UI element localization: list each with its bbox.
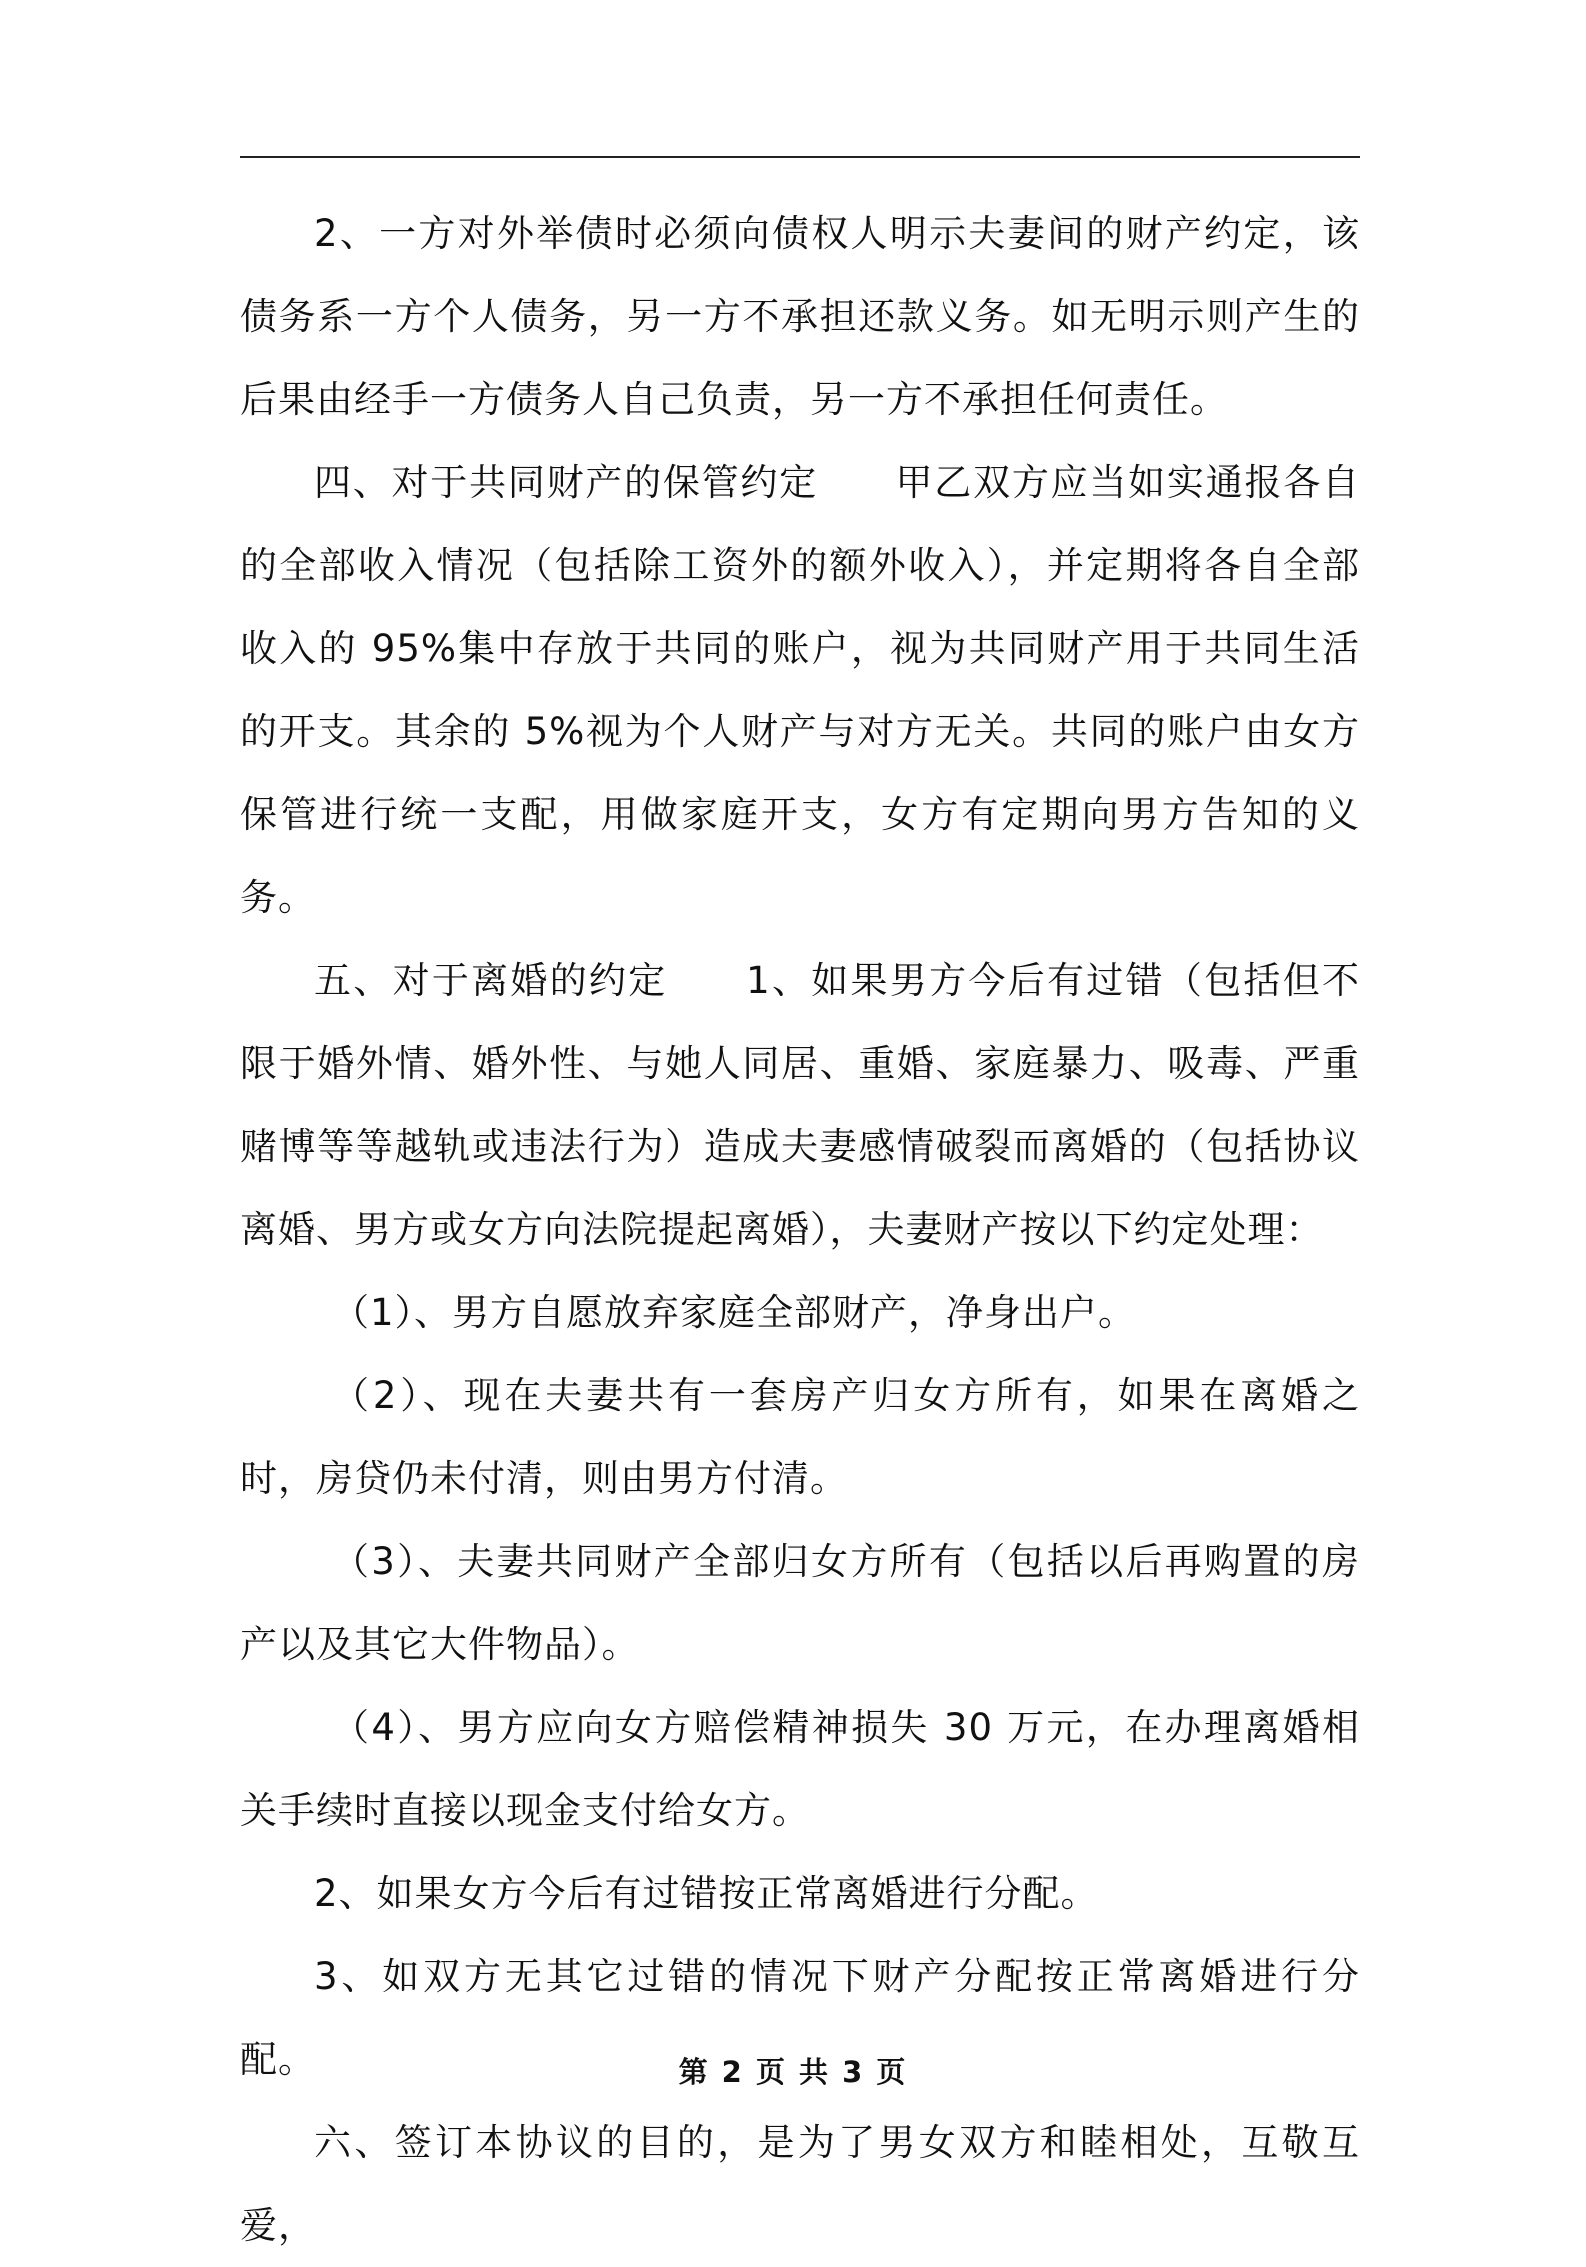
- paragraph-debt-disclosure: 2、一方对外举债时必须向债权人明示夫妻间的财产约定，该债务系一方个人债务，另一方不承担还款义务。如无明示则产生的后果由经手一方债务人自己负责，另一方不承担任何责任。: [240, 212, 1360, 421]
- paragraph-divorce-agreement: 五、对于离婚的约定 1、如果男方今后有过错（包括但不限于婚外情、婚外性、与她人同居、重婚、家庭暴力、吸毒、严重赌博等等越轨或违法行为）造成夫妻感情破裂而离婚的（包括协议离婚、男方或女方向法院提起离婚），夫妻财产按以下约定处理：: [240, 959, 1360, 1251]
- paragraph-no-fault: 3、如双方无其它过错的情况下财产分配按正常离婚进行分配。: [240, 1955, 1360, 2081]
- paragraph-female-fault: 2、如果女方今后有过错按正常离婚进行分配。: [314, 1872, 1099, 1915]
- page-number: 第 2 页 共 3 页: [678, 2055, 908, 2089]
- paragraph-joint-property-custody: 四、对于共同财产的保管约定 甲乙双方应当如实通报各自的全部收入情况（包括除工资外的额外收入），并定期将各自全部收入的 95%集中存放于共同的账户，视为共同财产用于共同生活的开支。其余的 5%视为个人财产与对方无关。共同的账户由女方保管进行统一支配，用做家庭开支，女方有定期向男方告知的义务。: [240, 461, 1360, 919]
- document-body: [240, 192, 1360, 2267]
- paragraph-purpose: 六、签订本协议的目的，是为了男女双方和睦相处，互敬互爱，: [240, 2121, 1360, 2247]
- header-rule: [240, 156, 1360, 158]
- paragraph-clause-2: （2）、现在夫妻共有一套房产归女方所有，如果在离婚之时，房贷仍未付清，则由男方付清。: [240, 1374, 1360, 1500]
- paragraph-clause-1: （1）、男方自愿放弃家庭全部财产，净身出户。: [332, 1291, 1137, 1334]
- paragraph-clause-3: （3）、夫妻共同财产全部归女方所有（包括以后再购置的房产以及其它大件物品）。: [240, 1540, 1360, 1666]
- paragraph-clause-4: （4）、男方应向女方赔偿精神损失 30 万元，在办理离婚相关手续时直接以现金支付给女方。: [240, 1706, 1360, 1832]
